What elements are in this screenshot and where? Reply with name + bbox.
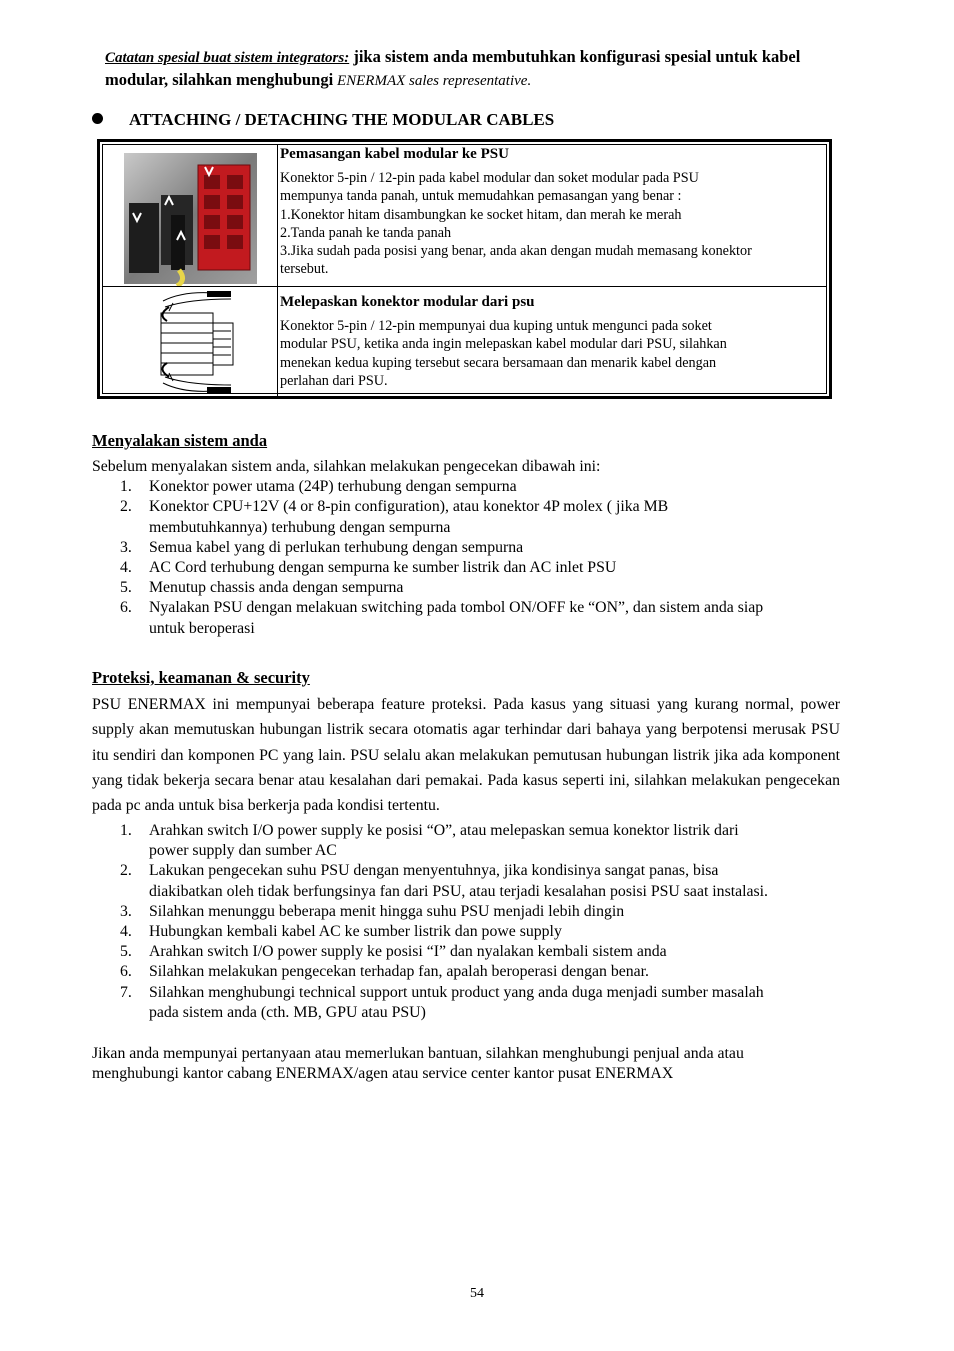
detach-line: perlahan dari PSU. xyxy=(280,372,388,389)
bullet-icon xyxy=(92,113,103,124)
note-lead: Catatan spesial buat sistem integrators: xyxy=(105,50,350,66)
list-item: 2. Lakukan pengecekan suhu PSU dengan menyentuhnya, jika kondisinya sangat panas, bisa diakibatkan oleh tidak berfungsinya fan dari PSU, atau terjadi kesalahan posisi PSU saat instalasi. xyxy=(120,862,769,900)
page-number: 54 xyxy=(470,1286,484,1301)
list-item: 1. Arahkan switch I/O power supply ke posisi “O”, atau melepaskan semua konektor listrik dari power supply dan sumber AC xyxy=(120,822,739,860)
modular-socket-photo-icon xyxy=(103,145,277,286)
closing-line: menghubungi kantor cabang ENERMAX/agen atau service center kantor pusat ENERMAX xyxy=(92,1065,674,1083)
protection-heading: Proteksi, keamanan & security xyxy=(92,668,310,687)
startup-intro: Sebelum menyalakan sistem anda, silahkan melakukan pengecekan dibawah ini: xyxy=(92,458,601,475)
attach-text-cell xyxy=(278,145,826,286)
protection-list xyxy=(92,821,840,1023)
detach-line: Konektor 5-pin / 12-pin mempunyai dua kuping untuk mengunci pada soket xyxy=(280,318,712,334)
note-bold: jika sistem anda membutuhkan konfigurasi spesial untuk kabel modular, silahkan menghubungi xyxy=(105,47,801,89)
list-item: 4. AC Cord terhubung dengan sempurna ke sumber listrik dan AC inlet PSU xyxy=(120,559,617,577)
startup-block xyxy=(92,457,840,639)
note-tail: ENERMAX sales representative. xyxy=(333,73,532,89)
list-item: 5. Menutup chassis anda dengan sempurna xyxy=(120,579,404,597)
cable-table xyxy=(97,139,832,399)
attach-title: Pemasangan kabel modular ke PSU xyxy=(280,146,509,162)
attach-line: 2.Tanda panah ke tanda panah xyxy=(280,224,452,241)
list-item: 6. Silahkan melakukan pengecekan terhadap fan, apalah beroperasi dengan benar. xyxy=(120,963,650,981)
integrator-note xyxy=(105,46,865,92)
attach-line: mempunya tanda panah, untuk memudahkan pemasangan yang benar : xyxy=(280,188,682,205)
list-item: 7. Silahkan menghubungi technical support untuk product yang anda duga menjadi sumber masalah pada sistem anda (cth. MB, GPU atau PSU) xyxy=(120,983,764,1021)
list-item: 3. Silahkan menunggu beberapa menit hingga suhu PSU menjadi lebih dingin xyxy=(120,902,625,920)
protection-block xyxy=(92,821,840,1023)
section-title-text: ATTACHING / DETACHING THE MODULAR CABLES xyxy=(129,110,555,129)
attach-line: Konektor 5-pin / 12-pin pada kabel modular dan soket modular pada PSU xyxy=(280,170,699,186)
list-item: 3. Semua kabel yang di perlukan terhubung dengan sempurna xyxy=(120,538,524,556)
list-item: 4. Hubungkan kembali kabel AC ke sumber listrik dan powe supply xyxy=(120,923,562,941)
protection-paragraph: PSU ENERMAX ini mempunyai beberapa feature proteksi. Pada kasus yang situasi yang kurang normal, power supply akan memutuskan hubungan listrik secara otomatis agar terhindar dari bahaya yang berpotensi merusak PSU itu sendiri dan komponen PC yang lain. PSU selalu akan melakukan pemutusan hubungan listrik jika ada komponent yang tidak bekerja secara benar atau kesalahan dari pemakai. Pada kasus seperti ini, silahkan melakukan pengecekan pada pc anda untuk bisa berkerja pada kondisi tertentu. xyxy=(92,696,840,815)
attach-line: 3.Jika sudah pada posisi yang benar, anda akan dengan mudah memasang konektor xyxy=(280,243,752,260)
attach-line: 1.Konektor hitam disambungkan ke socket hitam, dan merah ke merah xyxy=(280,206,682,223)
attach-photo-cell xyxy=(103,145,278,286)
detach-title: Melepaskan konektor modular dari psu xyxy=(280,294,535,310)
closing-line: Jikan anda mempunyai pertanyaan atau memerlukan bantuan, silahkan menghubungi penjual anda atau xyxy=(92,1045,744,1062)
list-item: 5. Arahkan switch I/O power supply ke posisi “I” dan nyalakan kembali sistem anda xyxy=(120,943,667,961)
closing-paragraph xyxy=(92,1044,840,1084)
detach-line: menekan kedua kuping tersebut secara bersamaan dan menarik kabel dengan xyxy=(280,354,717,371)
detach-drawing-cell xyxy=(103,287,278,397)
list-item: 2. Konektor CPU+12V (4 or 8-pin configuration), atau konektor 4P molex ( jika MB membutuhkannya) terhubung dengan sempurna xyxy=(120,498,669,536)
detach-line: modular PSU, ketika anda ingin melepaskan kabel modular dari PSU, silahkan xyxy=(280,336,727,353)
list-item: 1. Konektor power utama (24P) terhubung dengan sempurna xyxy=(120,478,517,496)
connector-latch-drawing-icon xyxy=(103,287,277,397)
attach-line: tersebut. xyxy=(280,261,329,278)
startup-list xyxy=(92,477,840,639)
section-title xyxy=(92,110,554,130)
detach-text-cell xyxy=(278,287,826,403)
list-item: 6. Nyalakan PSU dengan melakuan switching pada tombol ON/OFF ke “ON”, dan sistem anda siap untuk beroperasi xyxy=(120,599,764,637)
startup-heading: Menyalakan sistem anda xyxy=(92,431,268,450)
